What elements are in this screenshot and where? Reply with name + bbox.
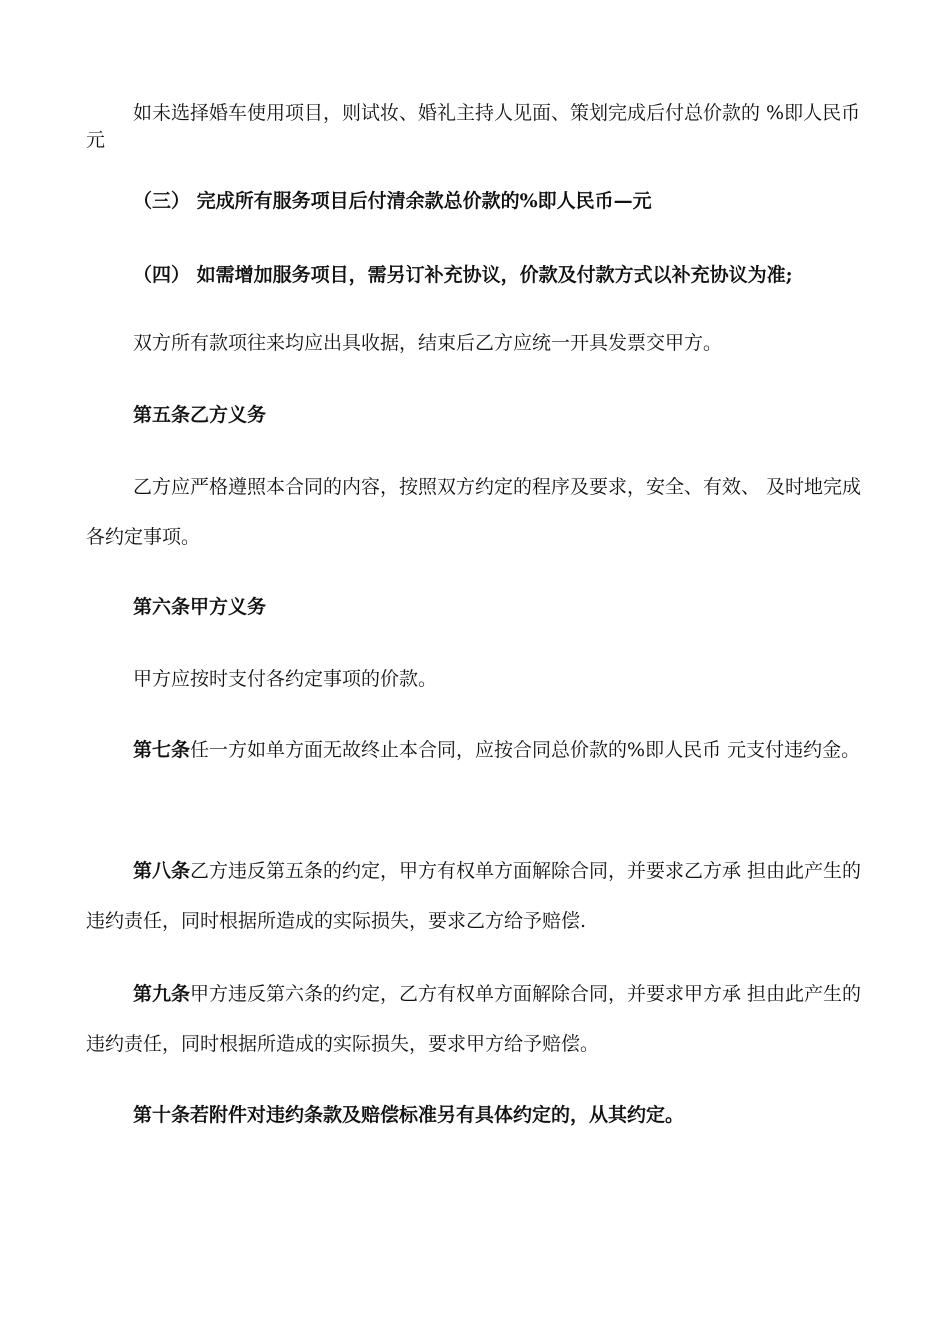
clause-four: （四） 如需增加服务项目，需另订补充协议，价款及付款方式以补充协议为准; — [133, 264, 793, 286]
article-six-heading: 第六条甲方义务 — [133, 596, 267, 618]
paragraph-payment-no-car: 如未选择婚车使用项目，则试妆、婚礼主持人见面、策划完成后付总价款的 %即人民币 元 — [86, 102, 861, 151]
article-nine-label: 第九条 — [133, 983, 191, 1005]
article-eight-label: 第八条 — [133, 860, 191, 882]
article-nine: 第九条甲方违反第六条的约定，乙方有权单方面解除合同，并要求甲方承 担由此产生的违约责任，同时根据所造成的实际损失，要求甲方给予赔偿。 — [86, 983, 862, 1055]
article-six-text: 甲方应按时支付各约定事项的价款。 — [133, 668, 438, 690]
article-seven-label: 第七条 — [133, 739, 191, 761]
article-seven: 第七条任一方如单方面无故终止本合同，应按合同总价款的%即人民币 元支付违约金。 — [133, 739, 861, 761]
article-five-text: 乙方应严格遵照本合同的内容，按照双方约定的程序及要求，安全、有效、 及时地完成各约定事项。 — [86, 476, 862, 548]
article-five-heading: 第五条乙方义务 — [133, 404, 267, 426]
article-eight: 第八条乙方违反第五条的约定，甲方有权单方面解除合同，并要求乙方承 担由此产生的违约责任，同时根据所造成的实际损失，要求乙方给予赔偿. — [86, 860, 862, 932]
paragraph-receipts: 双方所有款项往来均应出具收据，结束后乙方应统一开具发票交甲方。 — [133, 332, 723, 354]
clause-three: （三） 完成所有服务项目后付清余款总价款的%即人民币—元 — [133, 190, 652, 212]
article-ten: 第十条若附件对违约条款及赔偿标准另有具体约定的，从其约定。 — [133, 1104, 685, 1126]
